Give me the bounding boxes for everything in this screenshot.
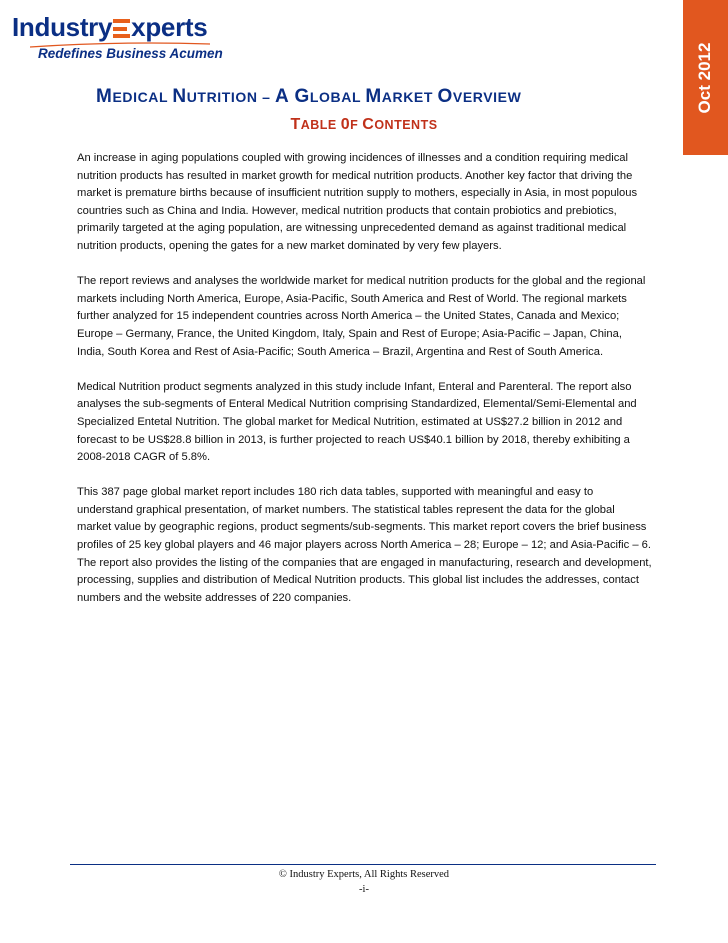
logo-wordmark (12, 12, 207, 43)
page-number: -i- (359, 884, 369, 895)
paragraph-intro: An increase in aging populations coupled with growing incidences of illnesses and a condition requiring medical nutrition products has resulted in market growth for medical nutrition products. Another key factor that driving the market is premature births because of insufficient nutrition supply to mothers, especially in Asia, in most populous countries such as China and India. However, medical nutrition products that contain probiotics and prebiotics, primarily targeted at the aging population, are witnessing unprecedented demand as against traditional medical nutrition products, opening the gates for a new market dominated by very few players. (77, 152, 638, 252)
report-body (77, 150, 652, 625)
company-logo (12, 12, 223, 72)
paragraph-segments: Medical Nutrition product segments analyzed in this study include Infant, Enteral and Parenteral. The report also analyses the sub-segments of Enteral Medical Nutrition comprising Standardized, Elemental/Semi-Elemental and Specialized Entetal Nutrition. The global market for Medical Nutrition, estimated at US$27.2 billion in 2012 and forecast to be US$28.8 billion in 2013, is further projected to reach US$40.1 billion by 2018, thereby exhibiting a 2008-2018 CAGR of 5.8%. (77, 380, 637, 464)
logo-word-industry: Industry (12, 12, 113, 42)
paragraph-regions: The report reviews and analyses the worldwide market for medical nutrition products for the global and the regional markets including North America, Europe, Asia-Pacific, South America and Rest of World. The regional markets further analyzed for 15 independent countries across North America – the United States, Canada and Mexico; Europe – Germany, France, the United Kingdom, Italy, Spain and Rest of Europe; Asia-Pacific – Japan, China, India, South Korea and Rest of Asia-Pacific; South America – Brazil, Argentina and Rest of South America. (77, 275, 646, 358)
paragraph-report-scope: This 387 page global market report includes 180 rich data tables, supported with meaningful and easy to understand graphical presentation, of market numbers. The statistical tables represent the data for the global market value by geographic regions, product segments/sub-segments. This market report covers the brief business profiles of 25 key global players and 46 major players across North America – 28; Europe – 12; and Asia-Pacific – 6. The report also provides the listing of the companies that are engaged in manufacturing, research and development, processing, supplies and distribution of Medical Nutrition products. This global list includes the addresses, contact numbers and the website addresses of 220 companies. (77, 486, 652, 604)
logo-word-xperts: xperts (131, 12, 208, 42)
logo-tagline: Redefines Business Acumen (38, 46, 223, 61)
footer-divider (70, 864, 656, 865)
section-heading: TABLE 0F CONTENTS (290, 116, 438, 133)
date-tab-label: Oct 2012 (695, 42, 714, 114)
logo-e-mark (113, 19, 130, 38)
report-title: MEDICAL NUTRITION – A GLOBAL MARKET OVERVIEW (96, 86, 522, 107)
footer-copyright: © Industry Experts, All Rights Reserved (278, 869, 450, 880)
